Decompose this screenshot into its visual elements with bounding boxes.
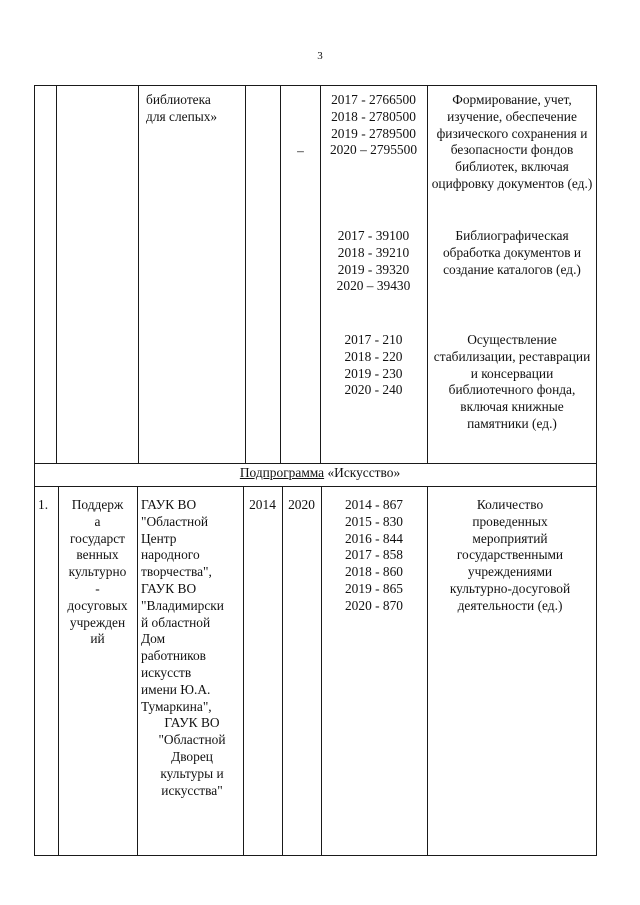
end-year-dash: – — [297, 143, 304, 158]
indicator-block-1: Формирование, учет, изучение, обеспечение физического сохранения и безопасности фондов библиотек, включая оцифровку документов (ед.) — [431, 92, 593, 191]
indicator-row1: Количество проведенных мероприятий государственными учреждениями культурно-досуговой деятельности (ед.) — [449, 497, 571, 613]
subprogram-heading — [0, 464, 640, 481]
row-number: 1. — [38, 497, 49, 512]
values-block-2: 2017 - 39100 2018 - 39210 2019 - 39320 2020 – 39430 — [336, 228, 411, 294]
executor-cell: ГАУК ВО "Областной Центр народного творчества", ГАУК ВО "Владимирски й областной Дом работников искусств имени Ю.А. Тумаркина", ГАУК ВО "Областной Дворец культуры и искусства" — [141, 497, 226, 798]
indicator-block-2: Библиографическая обработка документов и создание каталогов (ед.) — [442, 228, 582, 277]
start-year: 2014 — [249, 497, 276, 512]
indicator-block-3: Осуществление стабилизации, реставрации и консервации библиотечного фонда, включая книжные памятники (ед.) — [433, 332, 591, 431]
values-block-1: 2017 - 2766500 2018 - 2780500 2019 - 2789500 2020 – 2795500 — [329, 92, 418, 158]
values-block-3: 2017 - 210 2018 - 220 2019 - 230 2020 - 240 — [344, 332, 403, 398]
subprogram-name: «Искусство» — [324, 465, 401, 480]
subprogram-prefix: Подпрограмма — [239, 465, 325, 480]
service-name-cell: Поддерж а государст венных культурно - досуговых учрежден ий — [67, 497, 128, 647]
executor-cell-continued: библиотека для слепых» — [146, 92, 218, 124]
page-number: 3 — [317, 50, 323, 62]
values-row1: 2014 - 867 2015 - 830 2016 - 844 2017 - 858 2018 - 860 2019 - 865 2020 - 870 — [344, 497, 404, 613]
end-year: 2020 — [288, 497, 315, 512]
